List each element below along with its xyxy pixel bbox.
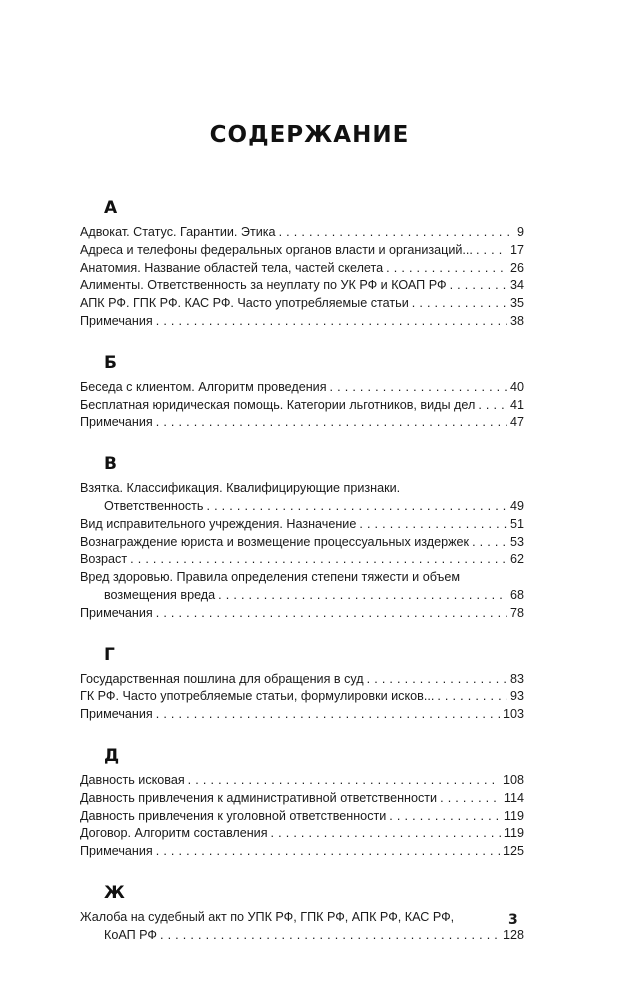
toc-entry[interactable] [80,534,524,552]
entry-title: Примечания [80,605,153,620]
entry-page-number: 93 [509,689,524,704]
entry-page-number: 128 [502,927,524,942]
toc-entry[interactable] [80,480,524,516]
section-letter: А [104,198,118,218]
dot-leader [156,605,507,623]
entry-page-number: 125 [502,844,524,859]
entry-title: Жалоба на судебный акт по УПК РФ, ГПК РФ, АПК РФ, КАС РФ, [80,909,455,924]
entry-title: Вид исправительного учреждения. Назначение [80,516,357,531]
toc-entry[interactable] [80,688,524,706]
dot-leader [472,534,507,552]
entry-page-number: 62 [509,552,524,567]
entry-title: Договор. Алгоритм составления [80,826,268,841]
dot-leader [450,277,507,295]
dot-leader [156,843,500,861]
toc-entry[interactable] [80,605,524,623]
entry-page-number: 119 [503,808,524,823]
dot-leader [437,688,507,706]
toc-entry[interactable] [80,277,524,295]
entry-title: Давность привлечения к уголовной ответственности [80,808,387,823]
toc-entry[interactable] [80,313,524,331]
dot-leader [206,498,507,516]
toc-entry[interactable] [80,414,524,432]
toc-section [80,196,524,331]
entry-page-number: 9 [516,225,524,239]
entry-title: Беседа с клиентом. Алгоритм проведения [80,379,327,394]
dot-leader [156,414,507,432]
entry-page-number: 26 [509,260,524,275]
dot-leader [188,772,500,790]
toc-entry[interactable] [80,808,524,826]
entry-page-number: 34 [509,278,524,293]
toc-entry[interactable] [80,671,524,689]
dot-leader [271,825,501,843]
dot-leader [218,587,507,605]
dot-leader [478,397,507,415]
toc-entry[interactable] [80,551,524,569]
entry-title: Возраст [80,552,128,567]
entry-page-number: 83 [509,671,524,686]
dot-leader [160,927,500,945]
section-letter: В [104,454,117,475]
entry-title: Ответственность [104,498,204,513]
toc-entry[interactable] [80,825,524,843]
entry-title: Примечания [80,844,153,859]
toc-entry[interactable] [80,260,524,278]
dot-leader [476,242,507,260]
toc-section [80,351,524,432]
entry-page-number: 68 [509,587,524,602]
toc-entry[interactable] [80,379,524,397]
entry-title: Вознаграждение юриста и возмещение процессуальных издержек [80,534,470,549]
entry-title: Давность привлечения к административной ответственности [80,790,438,805]
dot-leader [130,551,507,569]
section-letter: Ж [104,882,125,903]
toc-entry[interactable] [80,569,524,605]
entry-page-number: 108 [502,772,524,787]
toc-entry[interactable] [80,706,524,724]
dot-leader [330,379,507,397]
entry-page-number: 47 [509,415,524,430]
dot-leader [440,790,501,808]
entry-page-number: 49 [509,498,524,513]
toc-entry[interactable] [80,516,524,534]
entry-title: Бесплатная юридическая помощь. Категории льготников, виды дел [80,397,476,412]
entry-page-number: 103 [502,707,524,722]
entry-title: Примечания [80,707,153,722]
toc-section [80,452,524,622]
dot-leader [156,706,500,724]
toc-entry[interactable] [80,224,524,242]
toc-entry[interactable] [80,843,524,861]
toc-entry[interactable] [80,397,524,415]
entry-page-number: 114 [503,790,524,805]
entry-title: Примечания [80,313,153,328]
entry-title: Адвокат. Статус. Гарантии. Этика [80,225,276,239]
dot-leader [367,671,507,689]
section-letter: Г [104,644,115,665]
entry-page-number: 40 [509,379,524,394]
dot-leader [279,224,514,242]
entry-title: Алименты. Ответственность за неуплату по УК РФ и КОАП РФ [80,278,447,293]
entry-page-number: 119 [503,826,524,841]
section-letter: Б [104,352,117,373]
dot-leader [389,808,501,826]
entry-title: ГК РФ. Часто употребляемые статьи, формулировки исков... [80,689,435,704]
entry-page-number: 51 [509,516,524,531]
entry-page-number: 35 [509,296,524,311]
dot-leader [412,295,507,313]
toc-section [80,643,524,724]
toc-entry[interactable] [80,242,524,260]
toc-section [80,881,524,945]
toc-entry[interactable] [80,772,524,790]
entry-page-number: 17 [509,242,524,257]
dot-leader [156,313,507,331]
toc-section [80,744,524,861]
toc-entry[interactable] [80,790,524,808]
entry-title: Примечания [80,415,153,430]
entry-title: Вред здоровью. Правила определения степени тяжести и объем [80,570,461,585]
page-title: СОДЕРЖАНИЕ [209,122,410,148]
entry-title: Государственная пошлина для обращения в суд [80,671,364,686]
dot-leader [386,260,507,278]
entry-title: возмещения вреда [104,587,216,602]
entry-title: Давность исковая [80,772,185,787]
toc-entry[interactable] [80,909,524,945]
toc-entry[interactable] [80,295,524,313]
entry-page-number: 53 [509,534,524,549]
section-letter: Д [104,745,120,766]
entry-title: КоАП РФ [104,927,157,942]
entry-page-number: 38 [509,313,524,328]
entry-title: АПК РФ. ГПК РФ. КАС РФ. Часто употребляемые статьи [80,296,409,311]
entry-page-number: 78 [509,605,524,620]
entry-title: Адреса и телефоны федеральных органов власти и организаций... [80,242,473,257]
entry-title: Взятка. Классификация. Квалифицирующие признаки. [80,481,401,496]
entry-page-number: 41 [509,397,524,412]
table-of-contents [80,196,524,965]
page-number: 3 [508,912,518,928]
entry-title: Анатомия. Название областей тела, частей скелета [80,260,384,275]
dot-leader [359,516,507,534]
